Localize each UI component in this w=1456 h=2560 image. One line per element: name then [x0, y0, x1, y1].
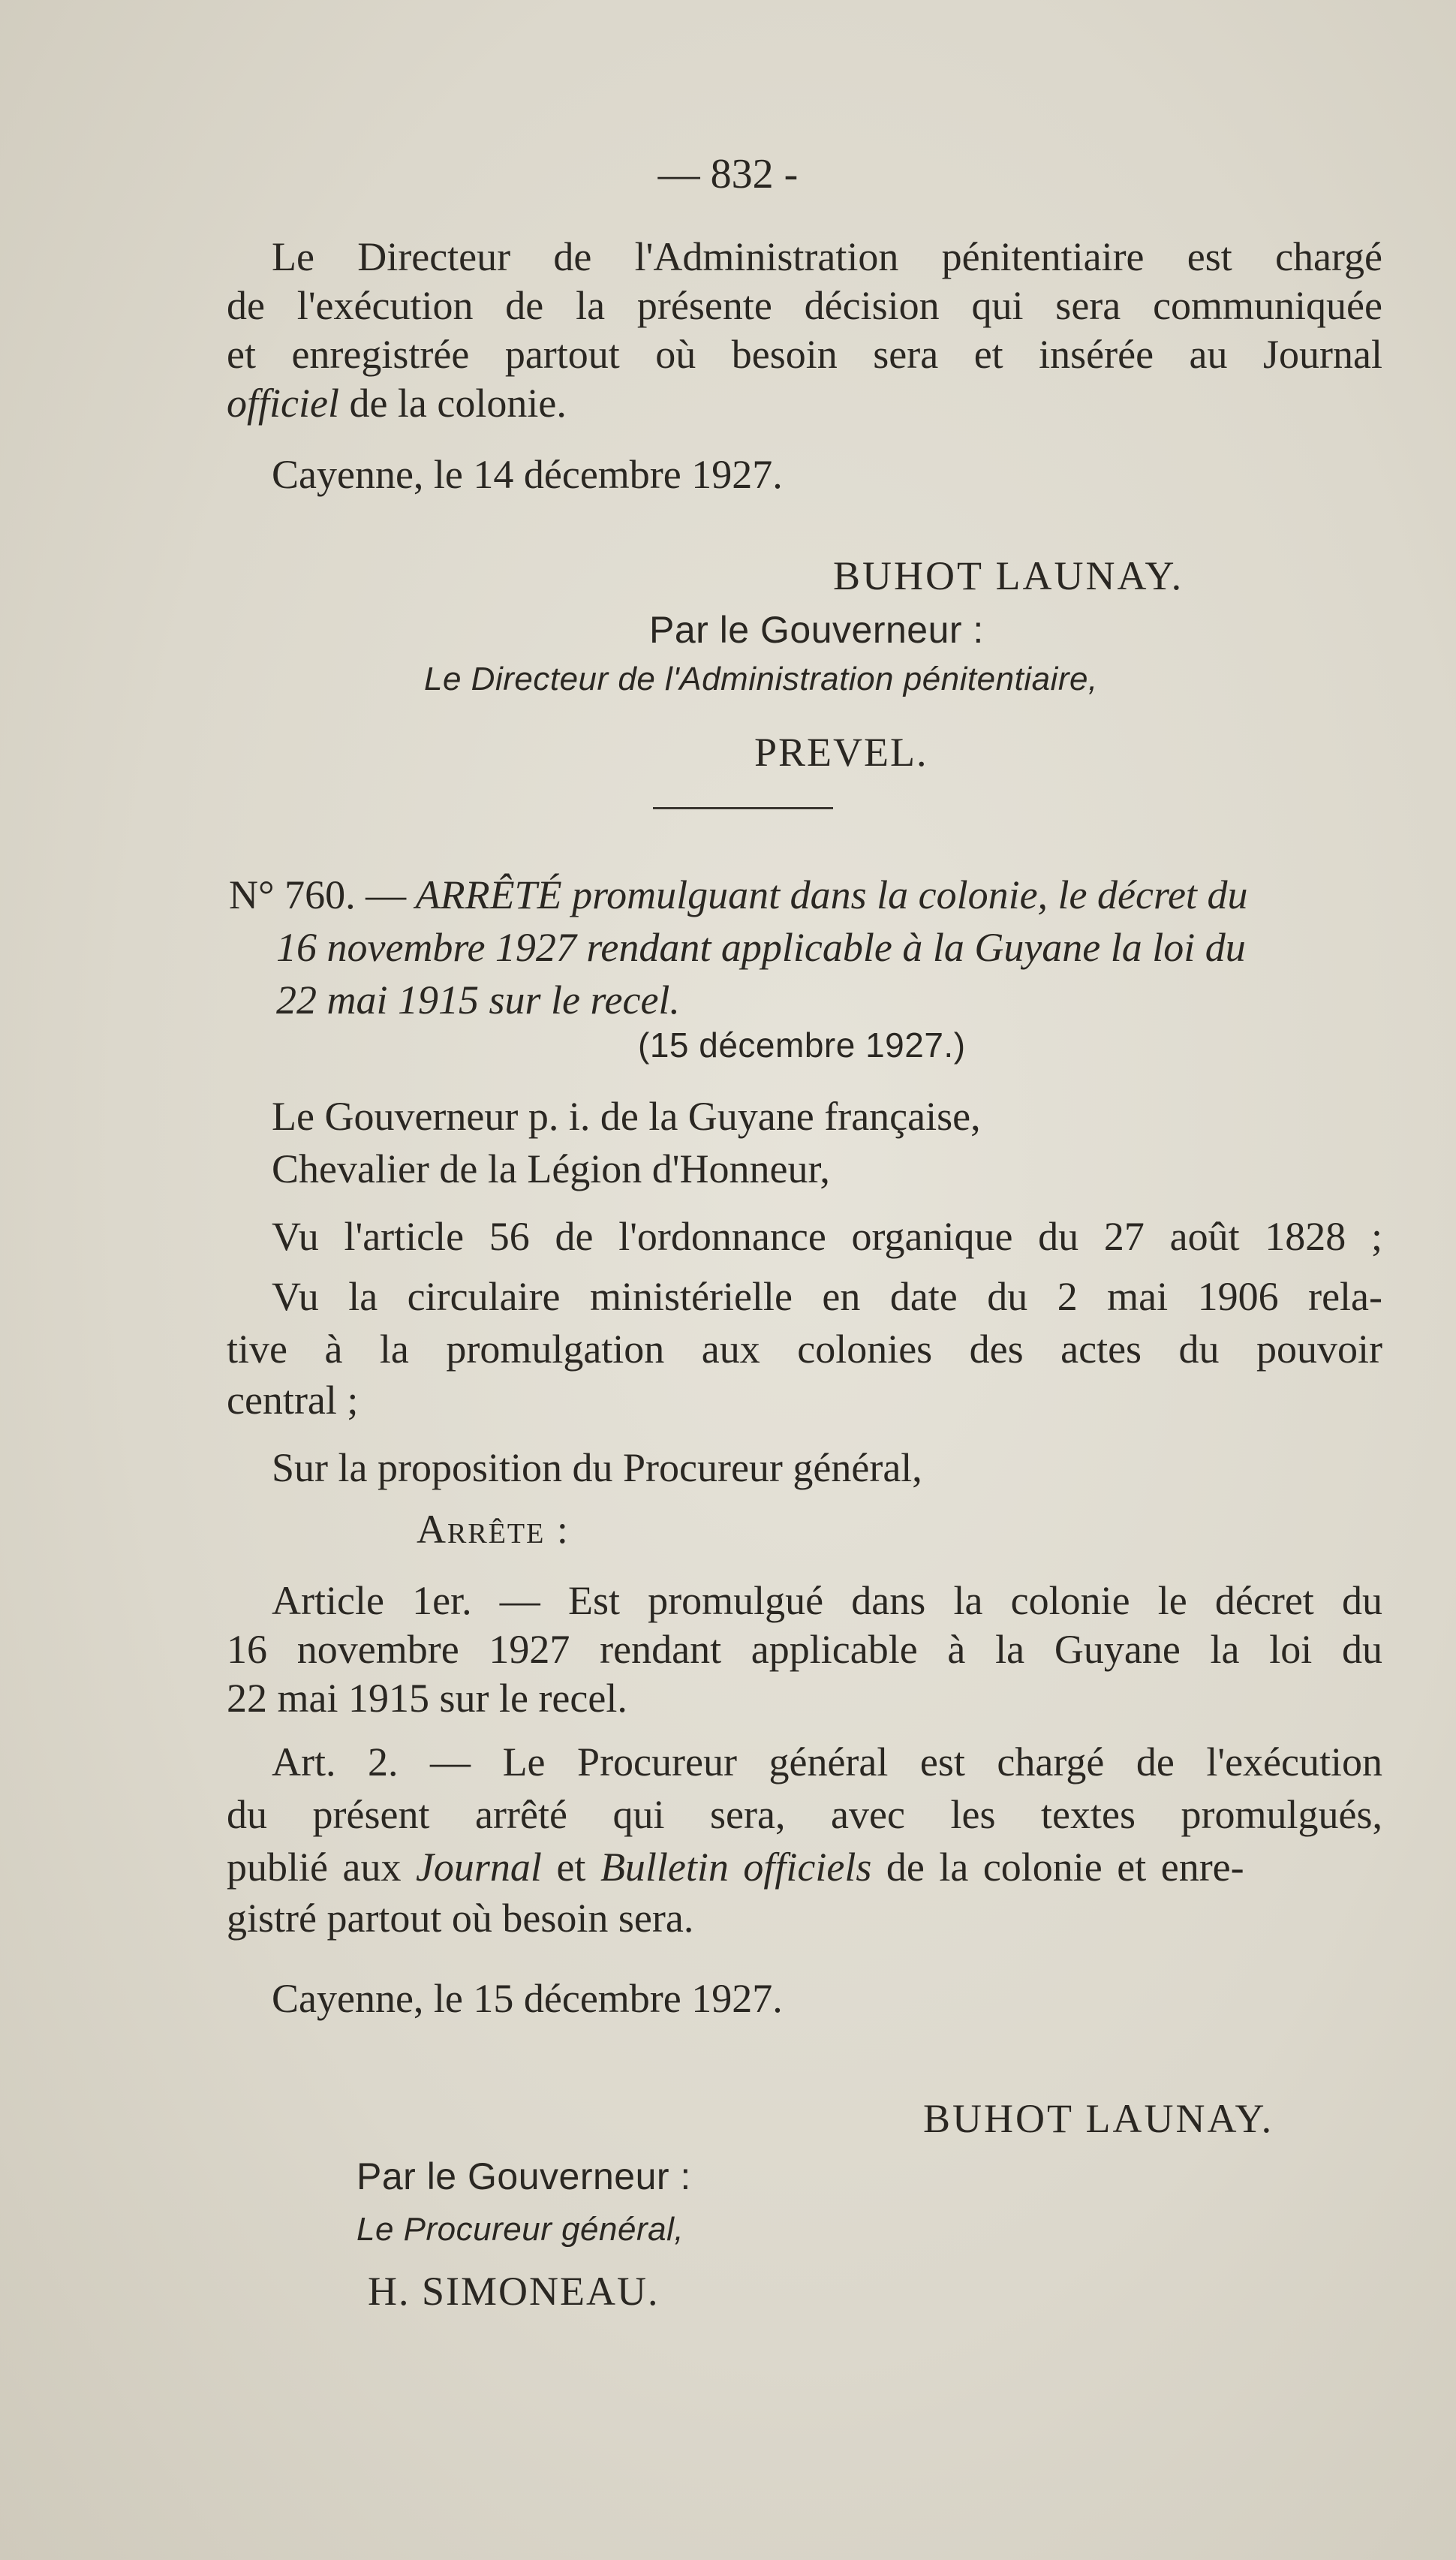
para-line: [227, 375, 567, 431]
vu-line: tive à la promulgation aux colonies des actes du pouvoir: [227, 1327, 1382, 1372]
article-line: gistré partout où besoin sera.: [227, 1896, 694, 1941]
journal-italic: Journal: [415, 1845, 542, 1890]
text-run: publié aux: [227, 1845, 416, 1890]
article-line: du présent arrêté qui sera, avec les textes promulgués,: [227, 1792, 1382, 1837]
para-line: de l'exécution de la présente décision qui sera communiquée: [227, 283, 1382, 328]
sur-proposition: Sur la proposition du Procureur général,: [272, 1445, 922, 1490]
arrete-date: (15 décembre 1927.): [638, 1026, 966, 1065]
bulletin-italic: Bulletin officiels: [600, 1845, 872, 1890]
arrete-heading-line: [229, 867, 1247, 923]
signer-name: H. SIMONEAU.: [368, 2269, 660, 2314]
article-line: 16 novembre 1927 rendant applicable à la Guyane la loi du: [227, 1627, 1382, 1672]
signer-name: PREVEL.: [754, 730, 928, 775]
article-line: 22 mai 1915 sur le recel.: [227, 1676, 627, 1721]
date-line: Cayenne, le 14 décembre 1927.: [272, 452, 783, 497]
article-line: Art. 2. — Le Procureur général est chargé de l'exécution: [272, 1739, 1382, 1784]
signer-role: Le Procureur général,: [356, 2211, 684, 2248]
text-run: et: [541, 1845, 600, 1890]
para-line-rest: de la colonie.: [338, 381, 567, 426]
vu-line: Vu l'article 56 de l'ordonnance organique du 27 août 1828 ;: [272, 1214, 1382, 1259]
arrete-label: Arrête :: [417, 1507, 570, 1552]
arrete-title: ARRÊTÉ promulguant dans la colonie, le décret du: [406, 872, 1248, 917]
governor-honour: Chevalier de la Légion d'Honneur,: [272, 1146, 830, 1191]
signature: BUHOT LAUNAY.: [833, 553, 1184, 598]
par-le-gouverneur: Par le Gouverneur :: [356, 2155, 691, 2197]
vu-line: central ;: [227, 1378, 359, 1423]
arrete-number: N° 760. —: [229, 872, 407, 917]
vu-line: Vu la circulaire ministérielle en date du 2 mai 1906 rela-: [272, 1274, 1382, 1319]
signer-role: Le Directeur de l'Administration pénitentiaire,: [424, 661, 1098, 697]
para-line: Le Directeur de l'Administration pénitentiaire est chargé: [272, 234, 1382, 279]
par-le-gouverneur: Par le Gouverneur :: [649, 609, 984, 651]
text-run: de la colonie et enre-: [871, 1845, 1244, 1890]
journal-officiel-italic: officiel: [227, 381, 339, 426]
governor-title: Le Gouverneur p. i. de la Guyane française,: [272, 1094, 981, 1139]
article-line: [227, 1839, 1244, 1895]
page-number: — 832 -: [657, 151, 799, 197]
signature: BUHOT LAUNAY.: [923, 2096, 1274, 2141]
date-line: Cayenne, le 15 décembre 1927.: [272, 1976, 783, 2021]
article-line: Article 1er. — Est promulgué dans la colonie le décret du: [272, 1578, 1382, 1623]
separator-rule: [653, 807, 833, 809]
arrete-title-line: 22 mai 1915 sur le recel.: [276, 977, 680, 1022]
para-line: et enregistrée partout où besoin sera et insérée au Journal: [227, 332, 1382, 377]
arrete-title-line: 16 novembre 1927 rendant applicable à la Guyane la loi du: [276, 925, 1246, 970]
